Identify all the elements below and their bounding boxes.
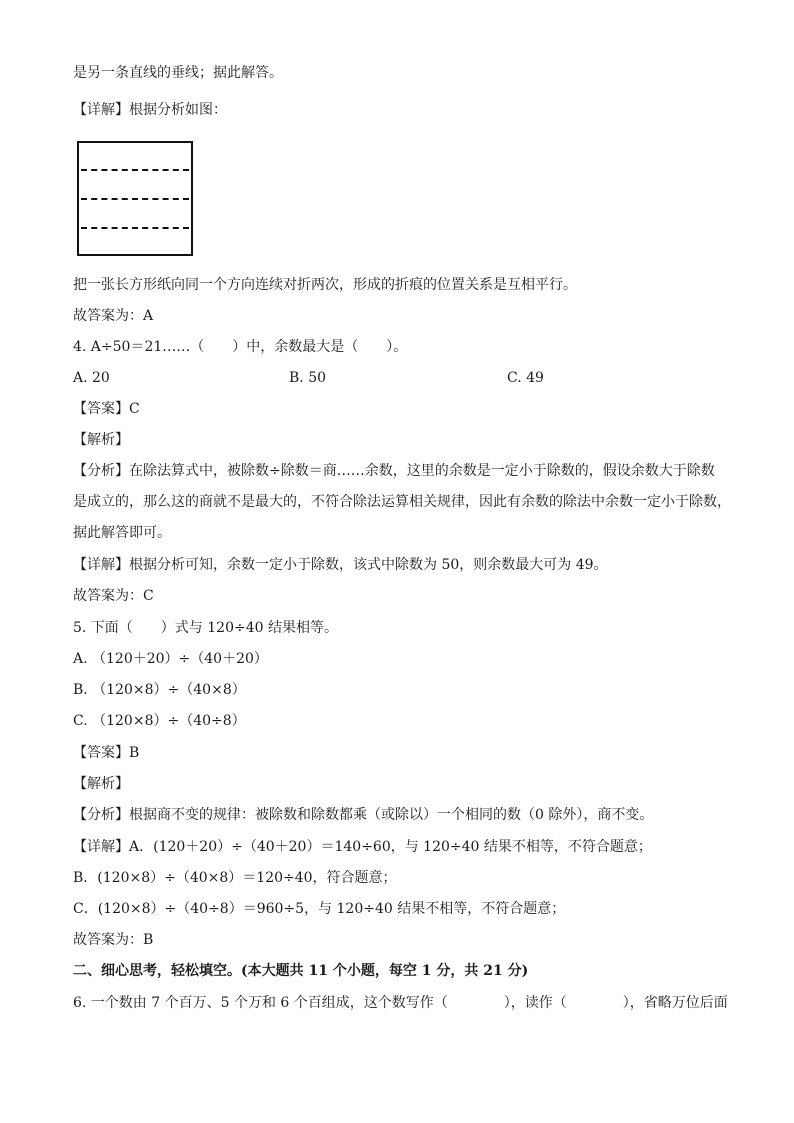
q4-option-a: A. 20	[73, 370, 110, 386]
text-line: 是另一条直线的垂线；据此解答。	[73, 65, 283, 81]
q4-answer: 【答案】C	[73, 401, 140, 417]
fold-line	[81, 169, 189, 171]
q5-analysis: 【分析】根据商不变的规律：被除数和除数都乘（或除以）一个相同的数（0 除外），商不变。	[73, 807, 654, 823]
q5-option-a: A. （120＋20）÷（40＋20）	[73, 651, 268, 667]
q5-detail: 【详解】A．(120＋20）÷（40＋20）＝140÷60，与 120÷40 结果不相等，不符合题意；	[73, 839, 652, 855]
question-6: 6. 一个数由 7 个百万、5 个万和 6 个百组成，这个数写作（ ），读作（ ），省略万位后面	[73, 995, 728, 1011]
answer-line: 故答案为：A	[73, 308, 154, 324]
q5-detail: C．(120×8）÷（40÷8）＝960÷5，与 120÷40 结果不相等，不符合题意；	[73, 901, 566, 917]
section-heading: 二、细心思考，轻松填空。(本大题共 11 个小题，每空 1 分，共 21 分)	[73, 963, 529, 979]
q5-final-answer: 故答案为：B	[73, 932, 154, 948]
q5-option-c: C. （120×8）÷（40÷8）	[73, 713, 246, 729]
q5-detail: B．(120×8）÷（40×8）＝120÷40，符合题意；	[73, 870, 397, 886]
q4-final-answer: 故答案为：C	[73, 588, 154, 604]
q4-option-c: C. 49	[507, 370, 544, 386]
q4-option-b: B. 50	[289, 370, 327, 386]
fold-line	[81, 198, 189, 200]
folded-paper-figure	[77, 141, 193, 256]
q4-analysis: 【分析】在除法算式中，被除数÷除数＝商……余数，这里的余数是一定小于除数的，假设余数大于除数	[73, 463, 715, 479]
text-line: 把一张长方形纸向同一个方向连续对折两次，形成的折痕的位置关系是互相平行。	[73, 277, 577, 293]
q5-answer: 【答案】B	[73, 745, 140, 761]
question-5: 5. 下面（ ）式与 120÷40 结果相等。	[73, 620, 338, 636]
q4-analysis-heading: 【解析】	[73, 432, 129, 448]
question-4: 4. A÷50＝21……（ ）中，余数最大是（ ）。	[73, 339, 408, 355]
q4-analysis: 据此解答即可。	[73, 525, 171, 541]
detail-heading: 【详解】根据分析如图：	[73, 102, 227, 118]
q4-detail: 【详解】根据分析可知，余数一定小于除数，该式中除数为 50，则余数最大可为 49。	[73, 557, 608, 573]
fold-line	[81, 227, 189, 229]
q5-analysis-heading: 【解析】	[73, 776, 129, 792]
q5-option-b: B. （120×8）÷（40×8）	[73, 682, 246, 698]
q4-analysis: 是成立的，那么这的商就不是最大的，不符合除法运算相关规律，因此有余数的除法中余数一定小于除数，	[73, 494, 731, 510]
